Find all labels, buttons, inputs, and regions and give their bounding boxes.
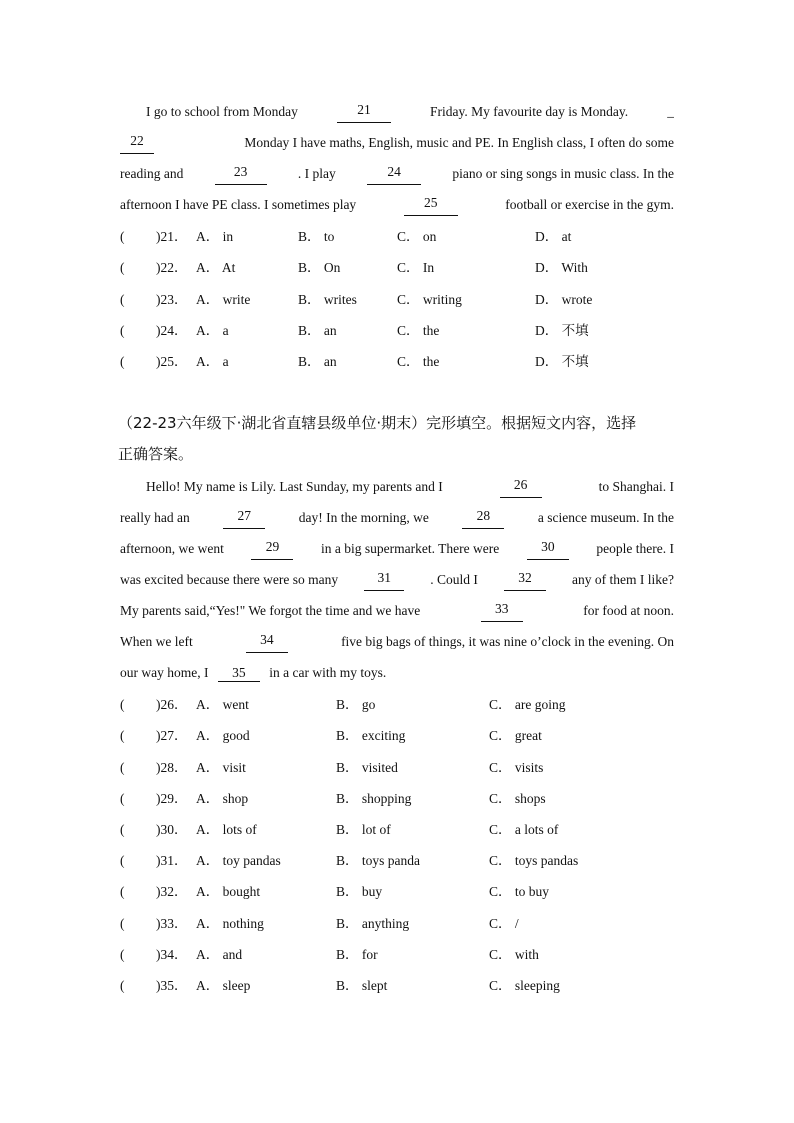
- text: for food at noon.: [583, 603, 674, 618]
- text: a science museum. In the: [537, 510, 674, 525]
- option-b[interactable]: B． On: [298, 260, 341, 275]
- option-a[interactable]: A． shop: [196, 791, 249, 806]
- answer-paren[interactable]: (: [120, 822, 125, 837]
- answer-paren[interactable]: (: [120, 728, 125, 743]
- section-2-heading: [118, 408, 678, 470]
- option-a[interactable]: A． sleep: [196, 978, 251, 993]
- answer-paren[interactable]: (: [120, 323, 125, 338]
- question-row: [120, 351, 680, 373]
- option-c[interactable]: C． toys pandas: [489, 853, 579, 868]
- blank-29[interactable]: 29: [251, 538, 293, 560]
- blank-34[interactable]: 34: [246, 631, 288, 653]
- blank-32[interactable]: 32: [504, 569, 546, 591]
- passage-1-line-1: [146, 101, 674, 123]
- option-a[interactable]: A． and: [196, 947, 243, 962]
- text: was excited because there were so many: [120, 572, 339, 587]
- question-row: [120, 257, 680, 279]
- question-number: )32．: [156, 884, 188, 899]
- text: afternoon, we went: [120, 541, 224, 556]
- question-number: )28．: [156, 760, 188, 775]
- question-number: )30．: [156, 822, 188, 837]
- question-number: )22．: [156, 260, 188, 275]
- question-row: [120, 975, 680, 997]
- passage-2-line-4: [120, 569, 674, 591]
- option-b[interactable]: B． visited: [336, 760, 398, 775]
- answer-paren[interactable]: (: [120, 884, 125, 899]
- option-c[interactable]: C． with: [489, 947, 539, 962]
- answer-paren[interactable]: (: [120, 260, 125, 275]
- question-number: )35．: [156, 978, 188, 993]
- option-a[interactable]: A． bought: [196, 884, 261, 899]
- answer-paren[interactable]: (: [120, 978, 125, 993]
- option-d[interactable]: D． With: [535, 260, 588, 275]
- question-number: )24．: [156, 323, 188, 338]
- blank-25[interactable]: 25: [404, 194, 458, 216]
- question-number: )27．: [156, 728, 188, 743]
- text: _: [667, 104, 674, 119]
- text: afternoon I have PE class. I sometimes play: [120, 197, 357, 212]
- option-d[interactable]: D． at: [535, 229, 572, 244]
- option-c[interactable]: C． to buy: [489, 884, 550, 899]
- blank-23[interactable]: 23: [215, 163, 267, 185]
- question-row: [120, 944, 680, 966]
- passage-2-line-1: [146, 476, 674, 498]
- passage-2-line-2: [120, 507, 674, 529]
- question-number: )31．: [156, 853, 188, 868]
- answer-paren[interactable]: (: [120, 760, 125, 775]
- blank-31[interactable]: 31: [364, 569, 404, 591]
- option-c[interactable]: C． a lots of: [489, 822, 559, 837]
- text: in a big supermarket. There were: [321, 541, 500, 556]
- text: people there. I: [596, 541, 674, 556]
- question-row: [120, 913, 680, 935]
- option-a[interactable]: A． good: [196, 728, 250, 743]
- question-row: [120, 320, 680, 342]
- passage-1-line-4: [120, 194, 674, 216]
- heading-line-1: （22-23六年级下·湖北省直辖县级单位·期末）完形填空。根据短文内容，选择: [118, 414, 637, 432]
- question-row: [120, 694, 680, 716]
- option-a[interactable]: A． toy pandas: [196, 853, 281, 868]
- question-number: )33．: [156, 916, 188, 931]
- question-number: )21．: [156, 229, 188, 244]
- option-b[interactable]: B． an: [298, 323, 337, 338]
- text: day! In the morning, we: [298, 510, 429, 525]
- option-a[interactable]: A． write: [196, 292, 251, 307]
- heading-line-2: 正确答案。: [118, 445, 194, 463]
- option-b[interactable]: B． slept: [336, 978, 388, 993]
- question-row: [120, 881, 680, 903]
- text: really had an: [120, 510, 190, 525]
- text: . I play: [297, 166, 336, 181]
- answer-paren[interactable]: (: [120, 791, 125, 806]
- blank-26[interactable]: 26: [500, 476, 542, 498]
- text: reading and: [120, 166, 184, 181]
- question-row: [120, 788, 680, 810]
- option-b[interactable]: B． shopping: [336, 791, 412, 806]
- passage-2-line-5: [120, 600, 674, 622]
- answer-paren[interactable]: (: [120, 229, 125, 244]
- option-c[interactable]: C． on: [397, 229, 437, 244]
- question-number: )23．: [156, 292, 188, 307]
- option-b[interactable]: B． for: [336, 947, 378, 962]
- text: any of them I like?: [571, 572, 674, 587]
- passage-1-line-2: [120, 132, 674, 154]
- blank-28[interactable]: 28: [462, 507, 504, 529]
- passage-2-line-3: [120, 538, 674, 560]
- question-row: [120, 289, 680, 311]
- text: our way home, I: [120, 665, 209, 680]
- question-row: [120, 850, 680, 872]
- text: football or exercise in the gym.: [505, 197, 674, 212]
- option-a[interactable]: A． nothing: [196, 916, 264, 931]
- option-b[interactable]: B． toys panda: [336, 853, 420, 868]
- text: in a car with my toys.: [269, 665, 387, 680]
- option-c[interactable]: C． are going: [489, 697, 566, 712]
- option-a[interactable]: A． a: [196, 354, 229, 369]
- option-c[interactable]: C． great: [489, 728, 542, 743]
- question-number: )34．: [156, 947, 188, 962]
- answer-paren[interactable]: (: [120, 354, 125, 369]
- text: Monday I have maths, English, music and PE. In English class, I often do some: [244, 135, 674, 150]
- text: I go to school from Monday: [146, 104, 298, 119]
- option-b[interactable]: B． an: [298, 354, 337, 369]
- option-b[interactable]: B． lot of: [336, 822, 391, 837]
- option-b[interactable]: B． buy: [336, 884, 383, 899]
- option-c[interactable]: C． shops: [489, 791, 546, 806]
- passage-2-line-7: [120, 662, 674, 684]
- option-a[interactable]: A． went: [196, 697, 249, 712]
- answer-paren[interactable]: (: [120, 916, 125, 931]
- question-row: [120, 757, 680, 779]
- answer-paren[interactable]: (: [120, 853, 125, 868]
- option-d[interactable]: D． 不填: [535, 323, 589, 338]
- text: My parents said,“Yes!" We forgot the time and we have: [120, 603, 421, 618]
- option-b[interactable]: B． anything: [336, 916, 410, 931]
- text: five big bags of things, it was nine o’clock in the evening. On: [341, 634, 674, 649]
- blank-33[interactable]: 33: [481, 600, 523, 622]
- option-a[interactable]: A． in: [196, 229, 234, 244]
- option-c[interactable]: C． visits: [489, 760, 544, 775]
- option-c[interactable]: C． In: [397, 260, 435, 275]
- question-number: )25．: [156, 354, 188, 369]
- option-a[interactable]: A． a: [196, 323, 229, 338]
- question-number: )26．: [156, 697, 188, 712]
- option-a[interactable]: A． At: [196, 260, 236, 275]
- question-number: )29．: [156, 791, 188, 806]
- option-c[interactable]: C． /: [489, 916, 519, 931]
- blank-22[interactable]: 22: [120, 132, 154, 154]
- passage-1-line-3: [120, 163, 674, 185]
- option-c[interactable]: C． writing: [397, 292, 462, 307]
- text: When we left: [120, 634, 193, 649]
- option-b[interactable]: B． writes: [298, 292, 357, 307]
- passage-2-line-6: [120, 631, 674, 653]
- text: Friday. My favourite day is Monday.: [430, 104, 629, 119]
- blank-21[interactable]: 21: [337, 101, 391, 123]
- option-a[interactable]: A． lots of: [196, 822, 257, 837]
- text: piano or sing songs in music class. In the: [452, 166, 674, 181]
- question-row: [120, 725, 680, 747]
- option-d[interactable]: D． wrote: [535, 292, 593, 307]
- blank-35[interactable]: 35: [218, 664, 260, 682]
- question-row: [120, 819, 680, 841]
- option-b[interactable]: B． go: [336, 697, 376, 712]
- answer-paren[interactable]: (: [120, 697, 125, 712]
- option-b[interactable]: B． to: [298, 229, 335, 244]
- option-b[interactable]: B． exciting: [336, 728, 406, 743]
- blank-27[interactable]: 27: [223, 507, 265, 529]
- option-c[interactable]: C． the: [397, 354, 440, 369]
- text: to Shanghai. I: [598, 479, 674, 494]
- question-row: [120, 226, 680, 248]
- blank-30[interactable]: 30: [527, 538, 569, 560]
- answer-paren[interactable]: (: [120, 947, 125, 962]
- answer-paren[interactable]: (: [120, 292, 125, 307]
- option-d[interactable]: D． 不填: [535, 354, 589, 369]
- option-a[interactable]: A． visit: [196, 760, 246, 775]
- text: Hello! My name is Lily. Last Sunday, my parents and I: [146, 479, 443, 494]
- option-c[interactable]: C． sleeping: [489, 978, 560, 993]
- text: . Could I: [430, 572, 478, 587]
- blank-24[interactable]: 24: [367, 163, 421, 185]
- option-c[interactable]: C． the: [397, 323, 440, 338]
